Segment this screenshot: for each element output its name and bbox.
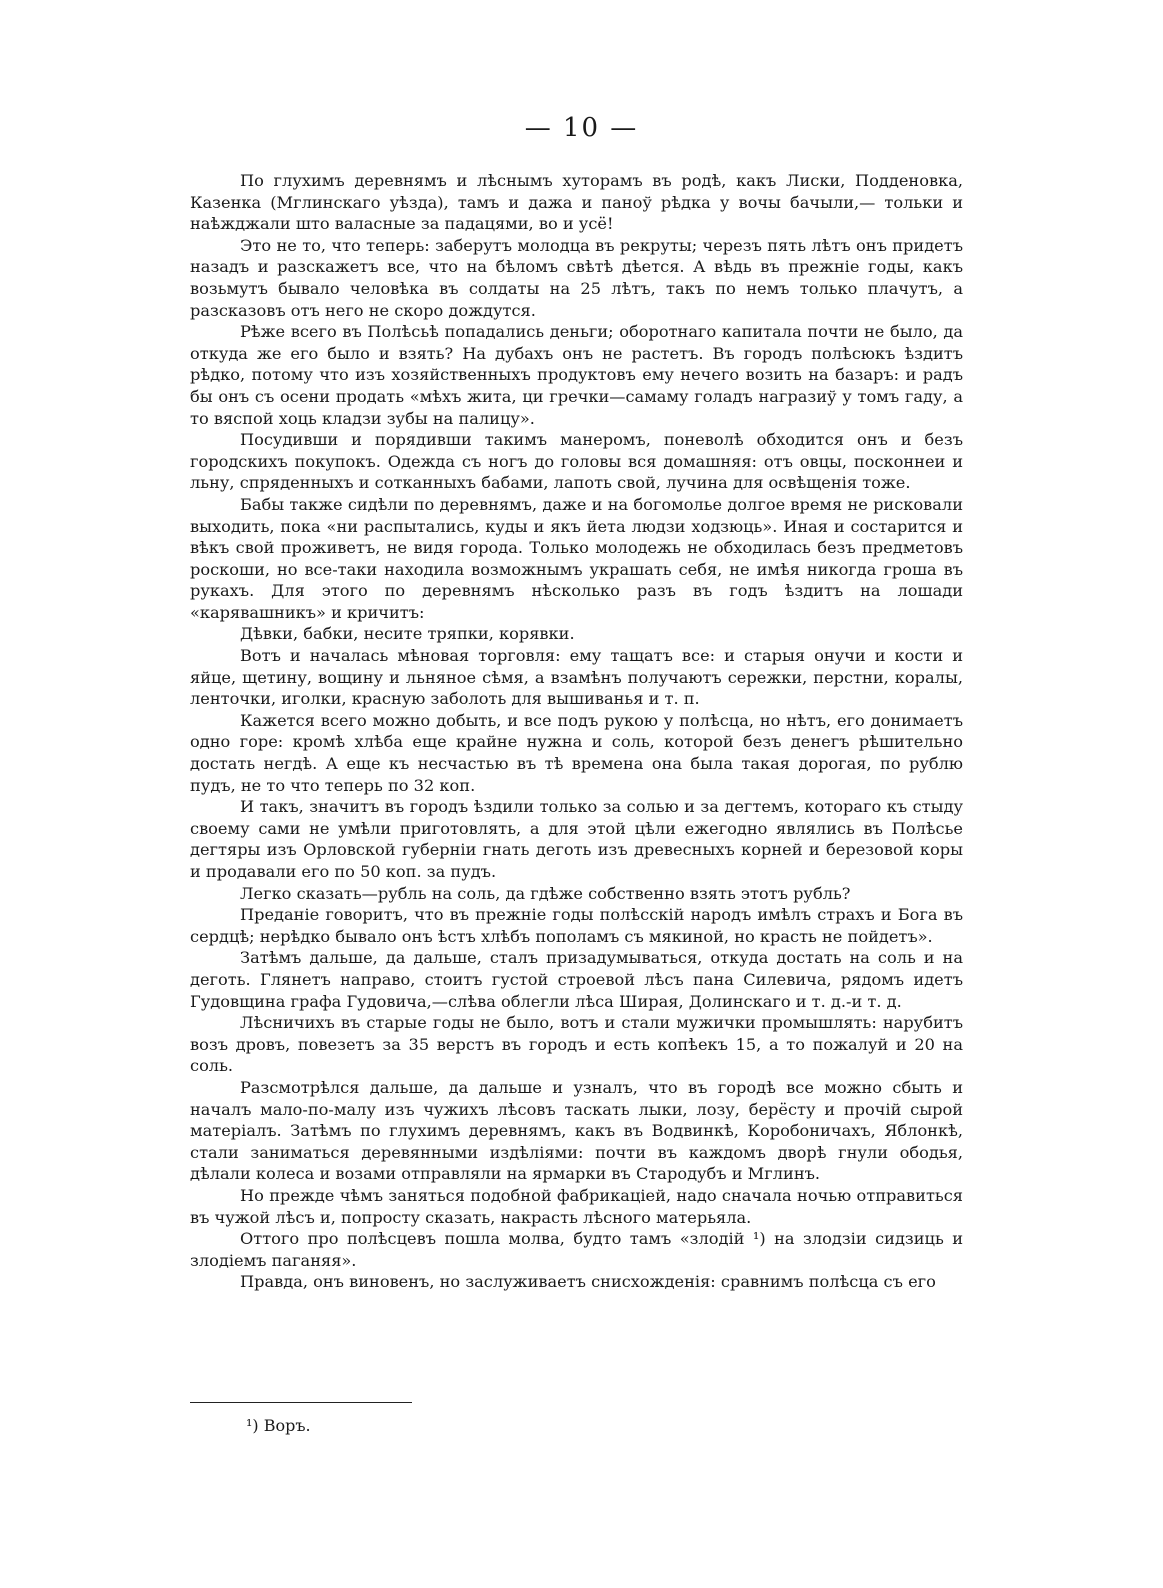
paragraph: Преданіе говоритъ, что въ прежніе годы полѣсскій народъ имѣлъ страхъ и Бога въ сердцѣ; нерѣдко бывало онъ ѣстъ хлѣбъ пополамъ съ мякиной, но красть не пойдетъ». <box>190 905 963 946</box>
paragraph: Посудивши и порядивши такимъ манеромъ, поневолѣ обходится онъ и безъ городскихъ покупокъ. Одежда съ ногъ до головы вся домашняя: отъ овцы, посконнеи и льну, спряденныхъ и сотканныхъ бабами, лапоть свой, лучина для освѣщенія тоже. <box>190 430 963 493</box>
paragraph: Правда, онъ виновенъ, но заслуживаетъ снисхожденія: сравнимъ полѣсца съ его <box>240 1272 936 1292</box>
paragraph: Но прежде чѣмъ заняться подобной фабрикаціей, надо сначала ночью отправиться въ чужой лѣсъ и, попросту сказать, накрасть лѣсного матерьяла. <box>190 1185 963 1227</box>
paragraph: Бабы также сидѣли по деревнямъ, даже и на богомолье долгое время не рисковали выходить, пока «ни распытались, куды и якъ йета людзи ходзюць». Иная и состарится и вѣкъ свой проживетъ, не видя города. Только молодежь не обходилась безъ предметовъ роскоши, но все-таки находила возможнымъ украшать себя, не имѣя никогда гроша въ рукахъ. Для этого по деревнямъ нѣсколько разъ въ годъ ѣздитъ на лошади «карявашникъ» и кричитъ: <box>190 494 963 622</box>
paragraph: Оттого про полѣсцевъ пошла молва, будто тамъ «злодій ¹) на злодзіи сидзиць и злодіемъ паганяя». <box>190 1229 963 1270</box>
paragraph: Затѣмъ дальше, да дальше, сталъ призадумываться, откуда достать на соль и на деготь. Глянетъ направо, стоитъ густой строевой лѣсъ пана Силевича, рядомъ идетъ Гудовщина графа Гудовича,—слѣва облегли лѣса Ширая, Долинскаго и т. д.-и т. д. <box>190 948 963 1011</box>
paragraph: Лѣсничихъ въ старые годы не было, вотъ и стали мужички промышлять: нарубитъ возъ дровъ, повезетъ за 35 верстъ въ городъ и есть копѣекъ 15, а то пожалуй и 20 на соль. <box>190 1013 963 1076</box>
body-text <box>190 170 963 1293</box>
page-number: — 10 — <box>524 113 639 143</box>
paragraph: Это не то, что теперь: заберутъ молодца въ рекруты; черезъ пять лѣтъ онъ придетъ назадъ и разскажетъ все, что на бѣломъ свѣтѣ дѣется. А вѣдь въ прежніе годы, какъ возьмутъ бывало человѣка въ солдаты на 25 лѣтъ, такъ по немъ только плачутъ, а разсказовъ отъ него не скоро дождутся. <box>190 235 963 320</box>
paragraph: И такъ, значитъ въ городъ ѣздили только за солью и за дегтемъ, котораго къ стыду своему сами не умѣли приготовлять, а для этой цѣли ежегодно являлись въ Полѣсье дегтяры изъ Орловской губерніи гнать деготь изъ древесныхъ корней и березовой коры и продавали его по 50 коп. за пудъ. <box>190 797 963 881</box>
paragraph: Рѣже всего въ Полѣсьѣ попадались деньги; оборотнаго капитала почти не было, да откуда же его было и взять? На дубахъ онъ не растетъ. Въ городъ полѣсюкъ ѣздитъ рѣдко, потому что изъ хозяйственныхъ продуктовъ ему нечего возить на базаръ: и радъ бы онъ съ осени продать «мѣхъ жита, ци гречки—самаму голадъ награзиў у томъ гаду, а то вяспой хоць кладзи зубы на палицу». <box>190 322 963 428</box>
paragraph: Вотъ и началась мѣновая торговля: ему тащатъ все: и старыя онучи и кости и яйце, щетину, вощину и льняное сѣмя, а взамѣнъ получаютъ сережки, перстни, коралы, ленточки, иголки, красную заболоть для вышиванья и т. п. <box>190 646 963 709</box>
paragraph: Разсмотрѣлся дальше, да дальше и узналъ, что въ городѣ все можно сбыть и началъ мало-по-малу изъ чужихъ лѣсовъ таскать лыки, лозу, берёсту и прочій сырой матеріалъ. Затѣмъ по глухимъ деревнямъ, какъ въ Водвинкѣ, Коробоничахъ, Яблонкѣ, стали заниматься деревянными издѣліями: почти въ каждомъ дворѣ гнули ободья, дѣлали колеса и возами отправляли на ярмарки въ Стародубъ и Мглинъ. <box>190 1077 963 1184</box>
paragraph: Кажется всего можно добыть, и все подъ рукою у полѣсца, но нѣтъ, его донимаетъ одно горе: кромѣ хлѣба еще крайне нужна и соль, которой безъ денегъ рѣшительно достать негдѣ. А еще къ несчастью въ тѣ времена она была такая дорогая, по рублю пудъ, не то что теперь по 32 коп. <box>190 710 963 795</box>
footnote-divider <box>190 1402 412 1403</box>
paragraph: Легко сказать—рубль на соль, да гдѣже собственно взять этотъ рубль? <box>240 883 851 903</box>
footnote: ¹) Воръ. <box>246 1416 311 1435</box>
paragraph: По глухимъ деревнямъ и лѣснымъ хуторамъ въ родѣ, какъ Лиски, Подденовка, Казенка (Мглинскаго уѣзда), тамъ и дажа и паноў рѣдка у вочы бачыли,— тольки и наѣжджали што валасные за падацями, во и усё! <box>190 171 963 234</box>
paragraph: Дѣвки, бабки, несите тряпки, корявки. <box>240 624 575 644</box>
